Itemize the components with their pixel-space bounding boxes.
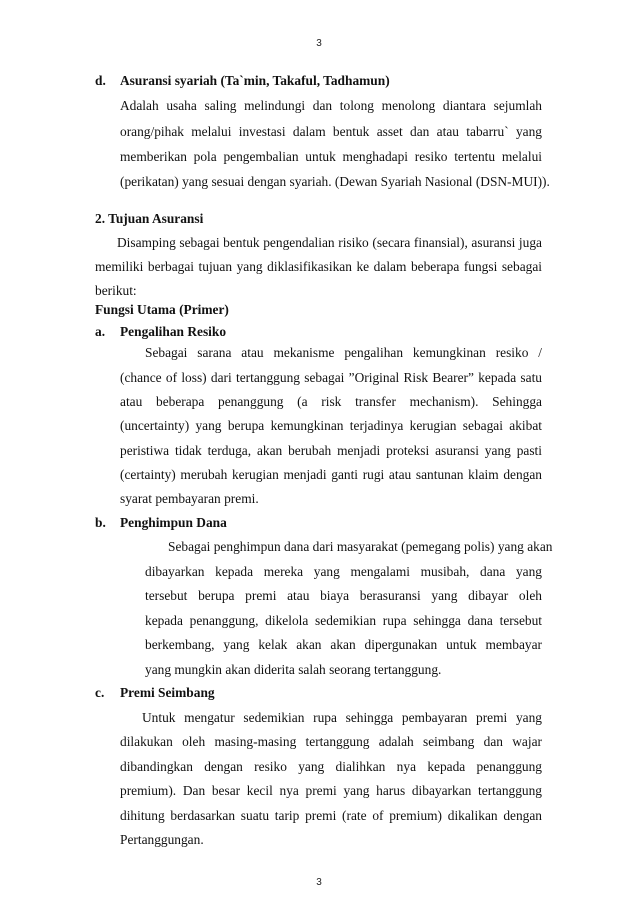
item-a-line-6: (certainty) merubah kerugian menjadi ganti rugi atau santunan klaim dengan [120, 467, 542, 482]
item-c-line-1: Untuk mengatur sedemikian rupa sehingga pembayaran premi yang [142, 710, 542, 725]
page-number-bottom: 3 [316, 877, 322, 888]
item-b-line-2: dibayarkan kepada mereka yang mengalami musibah, dana yang [145, 564, 542, 579]
section-2-heading: 2. Tujuan Asuransi [95, 211, 204, 226]
section-2-line-1: Disamping sebagai bentuk pengendalian risiko (secara finansial), asuransi juga [117, 235, 542, 250]
item-c-line-6: Pertanggungan. [120, 832, 204, 847]
section-d-marker: d. [95, 73, 106, 88]
item-a-line-1: Sebagai sarana atau mekanisme pengalihan kemungkinan resiko / [145, 345, 542, 360]
section-2-line-2: memiliki berbagai tujuan yang diklasifikasikan ke dalam beberapa fungsi sebagai [95, 259, 542, 274]
section-d-line-1: Adalah usaha saling melindungi dan tolong menolong diantara sejumlah [120, 98, 542, 113]
item-c-title: Premi Seimbang [120, 685, 215, 700]
section-d-title: Asuransi syariah (Ta`min, Takaful, Tadhamun) [120, 73, 390, 88]
item-b-title: Penghimpun Dana [120, 515, 227, 530]
item-a-line-5: peristiwa tidak terduga, akan berubah menjadi proteksi asuransi yang pasti [120, 443, 542, 458]
item-c-line-2: dilakukan oleh masing-masing tertanggung adalah seimbang dan wajar [120, 734, 542, 749]
item-b-line-6: yang mungkin akan diderita salah seorang tertanggung. [145, 662, 442, 677]
item-c-line-4: premium). Dan besar kecil nya premi yang harus dibayarkan tertanggung [120, 783, 542, 798]
section-d-line-4: (perikatan) yang sesuai dengan syariah. (Dewan Syariah Nasional (DSN-MUI)). [120, 174, 550, 189]
section-d-line-2: orang/pihak melalui investasi dalam bentuk asset dan atau tabarru` yang [120, 124, 542, 139]
item-b-line-4: kepada penanggung, dikelola sedemikian rupa sehingga dana tersebut [145, 613, 542, 628]
item-b-line-1: Sebagai penghimpun dana dari masyarakat (pemegang polis) yang akan [168, 539, 553, 554]
item-a-title: Pengalihan Resiko [120, 324, 227, 339]
item-c-marker: c. [95, 685, 105, 700]
section-d-line-3: memberikan pola pengembalian untuk menghadapi resiko tertentu melalui [120, 149, 542, 164]
item-c-line-5: dihitung berdasarkan suatu tarip premi (rate of premium) dikalikan dengan [120, 808, 542, 823]
item-b-marker: b. [95, 515, 106, 530]
item-b-line-5: berkembang, yang kelak akan akan dipergunakan untuk membayar [145, 637, 542, 652]
item-a-line-3: atau beberapa penanggung (a risk transfer mechanism). Sehingga [120, 394, 542, 409]
item-a-line-2: (chance of loss) dari tertanggung sebagai ”Original Risk Bearer” kepada satu [120, 370, 542, 385]
item-a-line-7: syarat pembayaran premi. [120, 491, 259, 506]
item-a-line-4: (uncertainty) yang berupa kemungkinan terjadinya kerugian sebagai akibat [120, 418, 542, 433]
item-c-line-3: dibandingkan dengan resiko yang dialihkan nya kepada penanggung [120, 759, 542, 774]
item-b-line-3: tersebut berupa premi atau biaya berasuransi yang dibayar oleh [145, 588, 542, 603]
section-2-line-3: berikut: [95, 283, 137, 298]
item-a-marker: a. [95, 324, 106, 339]
fungsi-utama-heading: Fungsi Utama (Primer) [95, 302, 229, 317]
page-number-top: 3 [316, 38, 322, 49]
